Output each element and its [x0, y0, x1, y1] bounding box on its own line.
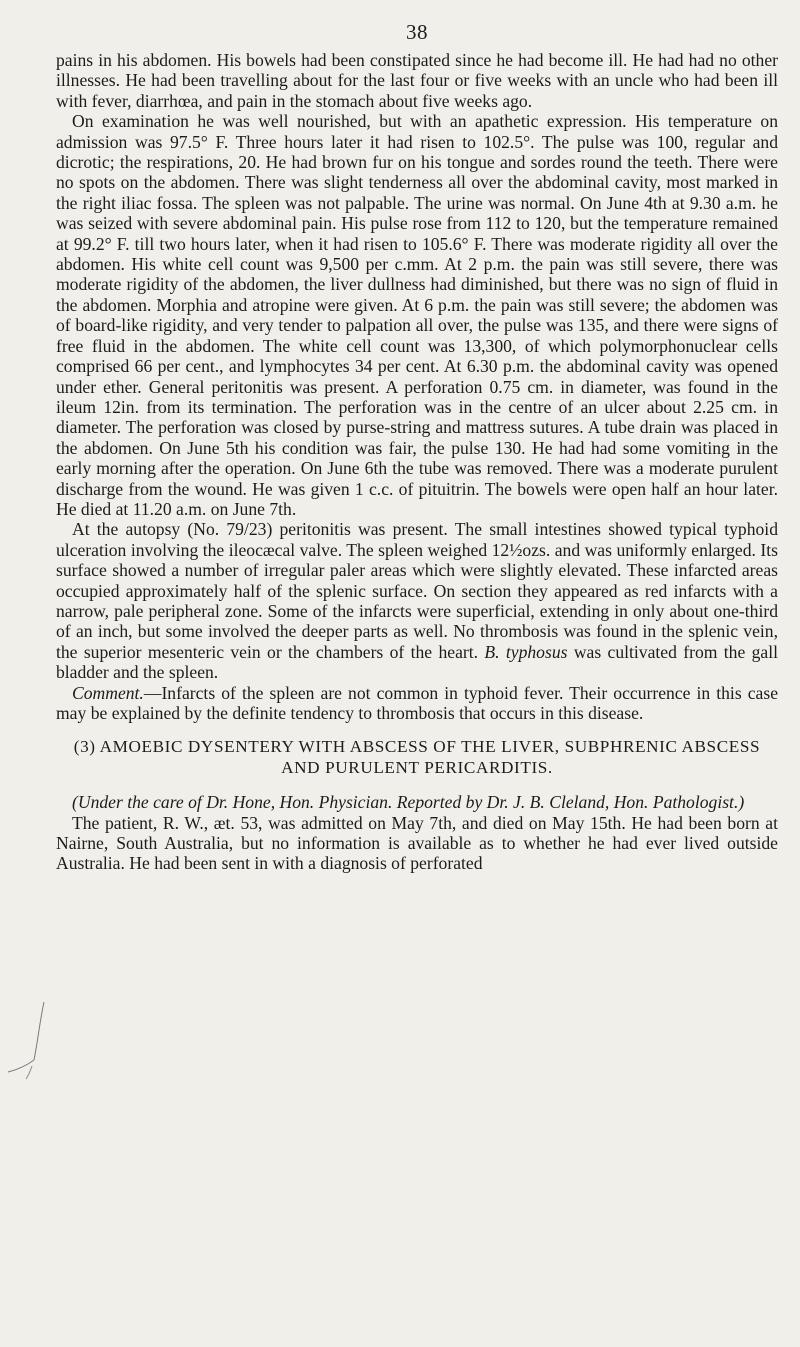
paragraph-autopsy — [56, 519, 778, 682]
comment-label: Comment. — [72, 682, 144, 703]
paragraph-history: pains in his abdomen. His bowels had been constipated since he had become ill. He had had no other illnesses. He had been travelling about for the last four or five weeks with an uncle who had been ill with fever, diarrhœa, and pain in the stomach about five weeks ago. — [56, 50, 778, 111]
autopsy-text: At the autopsy (No. 79/23) peritonitis was present. The small intestines showed typical typhoid ulceration involving the ileocæcal valve. The spleen weighed 12½ozs. and was uniformly enlarged. Its surface showed a number of irregular paler areas which were slightly elevated. These infarcted areas occupied approximately half of the splenic surface. On section they appeared as red infarcts with a narrow, pale peripheral zone. Some of the infarcts were superficial, extending in only about one-third of an inch, but some involved the deeper parts as well. No thrombosis was found in the splenic vein, the superior mesenteric vein or the chambers of the heart. — [56, 519, 778, 662]
margin-pencil-mark — [4, 1000, 52, 1080]
comment-text: —Infarcts of the spleen are not common in typhoid fever. Their occurrence in this case may be explained by the definite tendency to thrombosis that occurs in this disease. — [56, 682, 778, 723]
section-heading: (3) AMOEBIC DYSENTERY WITH ABSCESS OF THE LIVER, SUBPHRENIC ABSCESS AND PURULENT PERICARDITIS. — [73, 737, 761, 777]
autopsy-tail: was cultivated from the gall bladder and the spleen. — [56, 641, 779, 683]
organism-name: B. typhosus — [484, 641, 568, 662]
paragraph-examination: On examination he was well nourished, but with an apathetic expression. His temperature on admission was 97.5° F. Three hours later it had risen to 102.5°. The pulse was 100, regular and dicrotic; the respirations, 20. He had brown fur on his tongue and sordes round the teeth. There were no spots on the abdomen. There was slight tenderness all over the abdominal cavity, most marked in the right iliac fossa. The spleen was not palpable. The urine was normal. On June 4th at 9.30 a.m. he was seized with severe abdominal pain. His pulse rose from 112 to 120, but the temperature remained at 99.2° F. till two hours later, when it had risen to 105.6° F. There was moderate rigidity all over the abdomen. His white cell count was 9,500 per c.mm. At 2 p.m. the pain was still severe, there was moderate rigidity of the abdomen, the liver dullness had diminished, but there was no sign of fluid in the abdomen. Morphia and atropine were given. At 6 p.m. the pain was still severe; the abdomen was of board-like rigidity, and very tender to palpation all over, the pulse was 135, and there were signs of free fluid in the abdomen. The white cell count was 13,300, of which polymorphonuclear cells comprised 66 per cent., and lymphocytes 34 per cent. At 6.30 p.m. the abdominal cavity was opened under ether. General peritonitis was present. A perforation 0.75 cm. in diameter, was found in the ileum 12in. from its termination. The perforation was in the centre of an ulcer about 2.25 cm. in diameter. The perforation was closed by purse-string and mattress sutures. A tube drain was placed in the abdomen. On June 5th his condition was fair, the pulse 130. He had had some vomiting in the early morning after the operation. On June 6th the tube was removed. There was a moderate purulent discharge from the wound. He was given 1 c.c. of pituitrin. The bowels were open half an hour later. He died at 11.20 a.m. on June 7th. — [56, 111, 778, 519]
page-number: 38 — [406, 20, 428, 44]
document-page — [56, 20, 778, 1330]
section-attribution: (Under the care of Dr. Hone, Hon. Physician. Reported by Dr. J. B. Cleland, Hon. Pathologist.) — [72, 792, 745, 813]
paragraph-comment — [56, 683, 778, 724]
section-body: The patient, R. W., æt. 53, was admitted on May 7th, and died on May 15th. He had been born at Nairne, South Australia, but no information is available as to whether he had ever lived outside Australia. He had been sent in with a diagnosis of perforated — [56, 812, 778, 874]
